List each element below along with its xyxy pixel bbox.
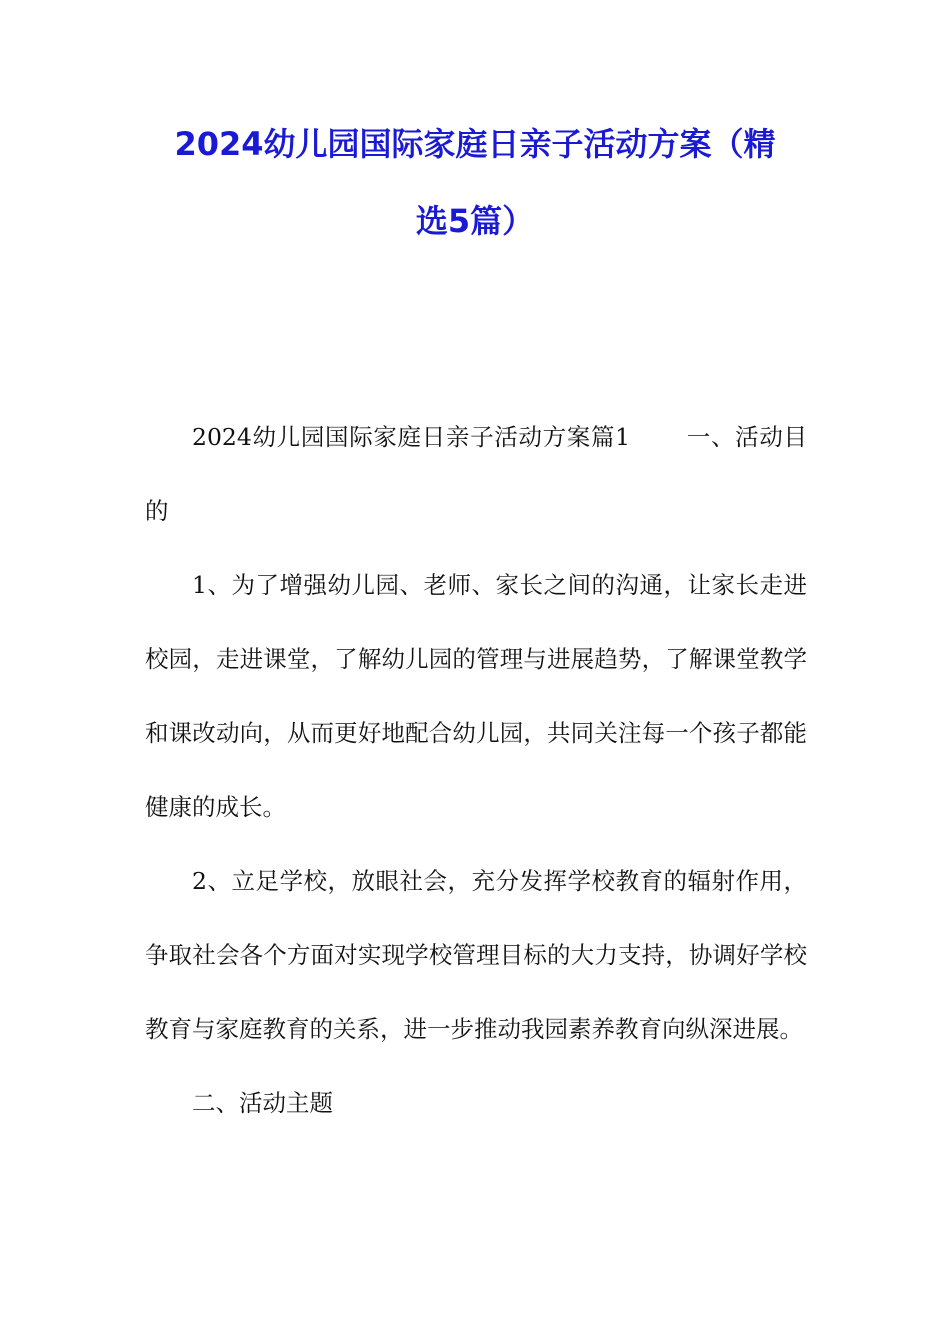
article-heading: 2024幼儿园国际家庭日亲子活动方案篇1 xyxy=(192,423,631,451)
title-line-1: 2024幼儿园国际家庭日亲子活动方案（精 xyxy=(174,125,776,163)
section-heading-paragraph xyxy=(145,400,807,548)
paragraph-1: 1、为了增强幼儿园、老师、家长之间的沟通，让家长走进校园，走进课堂，了解幼儿园的管理与进展趋势，了解课堂教学和课改动向，从而更好地配合幼儿园，共同关注每一个孩子都能健康的成长。 xyxy=(145,571,807,821)
document-body xyxy=(145,400,807,1140)
section-heading-theme: 二、活动主题 xyxy=(192,1089,333,1117)
document-title xyxy=(145,125,805,240)
title-line-2: 选5篇） xyxy=(415,202,535,240)
paragraph-2: 2、立足学校，放眼社会，充分发挥学校教育的辐射作用，争取社会各个方面对实现学校管理目标的大力支持，协调好学校教育与家庭教育的关系，进一步推动我园素养教育向纵深进展。 xyxy=(145,867,807,1043)
section-heading-purpose: 一、活动目的 xyxy=(145,423,807,525)
